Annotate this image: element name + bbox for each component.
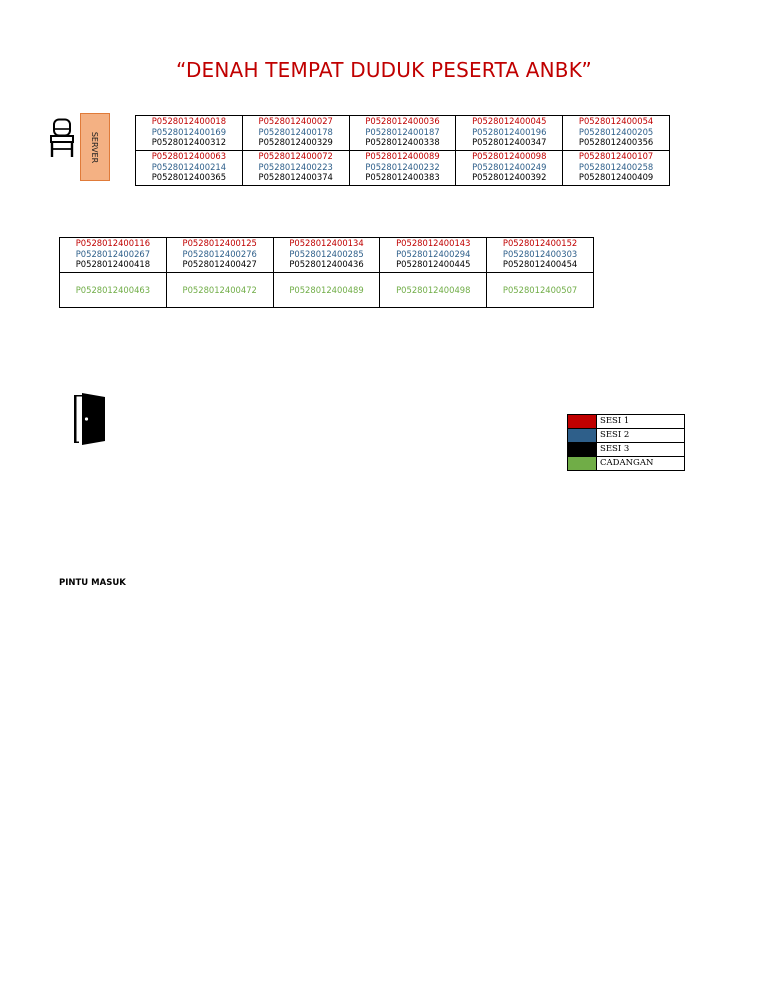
seat-id-cadangan: P0528012400498	[396, 284, 471, 295]
seat-id-sesi1: P0528012400098	[472, 151, 547, 161]
seat-cell	[242, 116, 349, 151]
seat-id-sesi3: P0528012400392	[472, 172, 547, 183]
seat-id-sesi3: P0528012400383	[365, 172, 440, 183]
seat-id-sesi3: P0528012400427	[182, 259, 257, 270]
seat-cell	[136, 116, 243, 151]
seat-cell	[273, 273, 380, 308]
legend-label: SESI 2	[597, 429, 685, 443]
seat-id-sesi2: P0528012400196	[472, 126, 547, 137]
legend-label: SESI 1	[597, 415, 685, 429]
table-row	[136, 116, 670, 151]
seat-cell	[242, 151, 349, 186]
seat-id-sesi1: P0528012400036	[365, 116, 440, 126]
server-box	[80, 113, 110, 181]
legend-swatch-sesi3	[568, 443, 597, 457]
seat-id-sesi2: P0528012400303	[502, 248, 578, 259]
seat-id-sesi1: P0528012400107	[578, 151, 654, 161]
seat-cell	[456, 116, 563, 151]
seat-id-sesi2: P0528012400223	[258, 161, 333, 172]
seat-cell	[563, 116, 670, 151]
server-label: SERVER	[90, 131, 100, 163]
seat-id-sesi2: P0528012400214	[151, 161, 227, 172]
seat-id-sesi3: P0528012400365	[151, 172, 227, 183]
seat-id-sesi1: P0528012400089	[365, 151, 440, 161]
table-row	[60, 238, 594, 273]
seat-id-sesi2: P0528012400205	[578, 126, 654, 137]
seat-id-sesi1: P0528012400116	[75, 238, 151, 248]
seat-id-sesi3: P0528012400312	[151, 137, 227, 148]
seat-cell	[349, 116, 456, 151]
legend-label: SESI 3	[597, 443, 685, 457]
seat-id-sesi1: P0528012400063	[151, 151, 227, 161]
seat-cell	[380, 238, 487, 273]
legend-item	[568, 415, 685, 429]
seat-id-sesi2: P0528012400169	[151, 126, 227, 137]
seat-id-sesi3: P0528012400356	[578, 137, 654, 148]
seat-id-cadangan: P0528012400507	[502, 284, 578, 295]
seat-id-cadangan: P0528012400489	[289, 284, 364, 295]
seat-id-cadangan: P0528012400463	[75, 284, 151, 295]
seat-cell	[60, 238, 167, 273]
seat-id-cadangan: P0528012400472	[182, 284, 257, 295]
seat-id-sesi1: P0528012400027	[258, 116, 333, 126]
seat-id-sesi2: P0528012400276	[182, 248, 257, 259]
seat-id-sesi3: P0528012400374	[258, 172, 333, 183]
seat-id-sesi2: P0528012400187	[365, 126, 440, 137]
legend-item	[568, 457, 685, 471]
legend-item	[568, 443, 685, 457]
seat-id-sesi1: P0528012400134	[289, 238, 364, 248]
seat-cell	[456, 151, 563, 186]
legend	[567, 414, 685, 471]
seat-id-sesi1: P0528012400072	[258, 151, 333, 161]
seat-id-sesi2: P0528012400232	[365, 161, 440, 172]
seat-id-sesi1: P0528012400018	[151, 116, 227, 126]
seat-cell	[380, 273, 487, 308]
seat-id-sesi3: P0528012400338	[365, 137, 440, 148]
seating-table-front	[135, 115, 670, 186]
seat-id-sesi1: P0528012400054	[578, 116, 654, 126]
seat-id-sesi1: P0528012400152	[502, 238, 578, 248]
seat-id-sesi3: P0528012400445	[396, 259, 471, 270]
seat-id-sesi3: P0528012400454	[502, 259, 578, 270]
seat-id-sesi3: P0528012400347	[472, 137, 547, 148]
seat-id-sesi1: P0528012400125	[182, 238, 257, 248]
seat-id-sesi2: P0528012400178	[258, 126, 333, 137]
seat-cell	[487, 238, 594, 273]
legend-swatch-cadangan	[568, 457, 597, 471]
seat-cell	[136, 151, 243, 186]
door-label: PINTU MASUK	[59, 578, 126, 588]
seat-id-sesi2: P0528012400249	[472, 161, 547, 172]
seat-id-sesi3: P0528012400329	[258, 137, 333, 148]
seat-id-sesi3: P0528012400418	[75, 259, 151, 270]
seat-cell	[166, 273, 273, 308]
door-icon	[71, 391, 107, 447]
legend-swatch-sesi2	[568, 429, 597, 443]
table-row	[60, 273, 594, 308]
seat-id-sesi2: P0528012400294	[396, 248, 471, 259]
page-title: “DENAH TEMPAT DUDUK PESERTA ANBK”	[176, 58, 592, 82]
seat-cell	[349, 151, 456, 186]
seat-id-sesi3: P0528012400409	[578, 172, 654, 183]
seat-cell	[166, 238, 273, 273]
seat-id-sesi1: P0528012400045	[472, 116, 547, 126]
seat-id-sesi3: P0528012400436	[289, 259, 364, 270]
table-row	[136, 151, 670, 186]
seat-cell	[563, 151, 670, 186]
legend-item	[568, 429, 685, 443]
legend-label: CADANGAN	[597, 457, 685, 471]
seat-cell	[273, 238, 380, 273]
seat-cell	[60, 273, 167, 308]
seat-id-sesi2: P0528012400285	[289, 248, 364, 259]
seat-cell	[487, 273, 594, 308]
seating-table-back	[59, 237, 594, 308]
seat-id-sesi2: P0528012400258	[578, 161, 654, 172]
seat-id-sesi1: P0528012400143	[396, 238, 471, 248]
chair-icon	[49, 118, 75, 158]
seat-id-sesi2: P0528012400267	[75, 248, 151, 259]
legend-swatch-sesi1	[568, 415, 597, 429]
